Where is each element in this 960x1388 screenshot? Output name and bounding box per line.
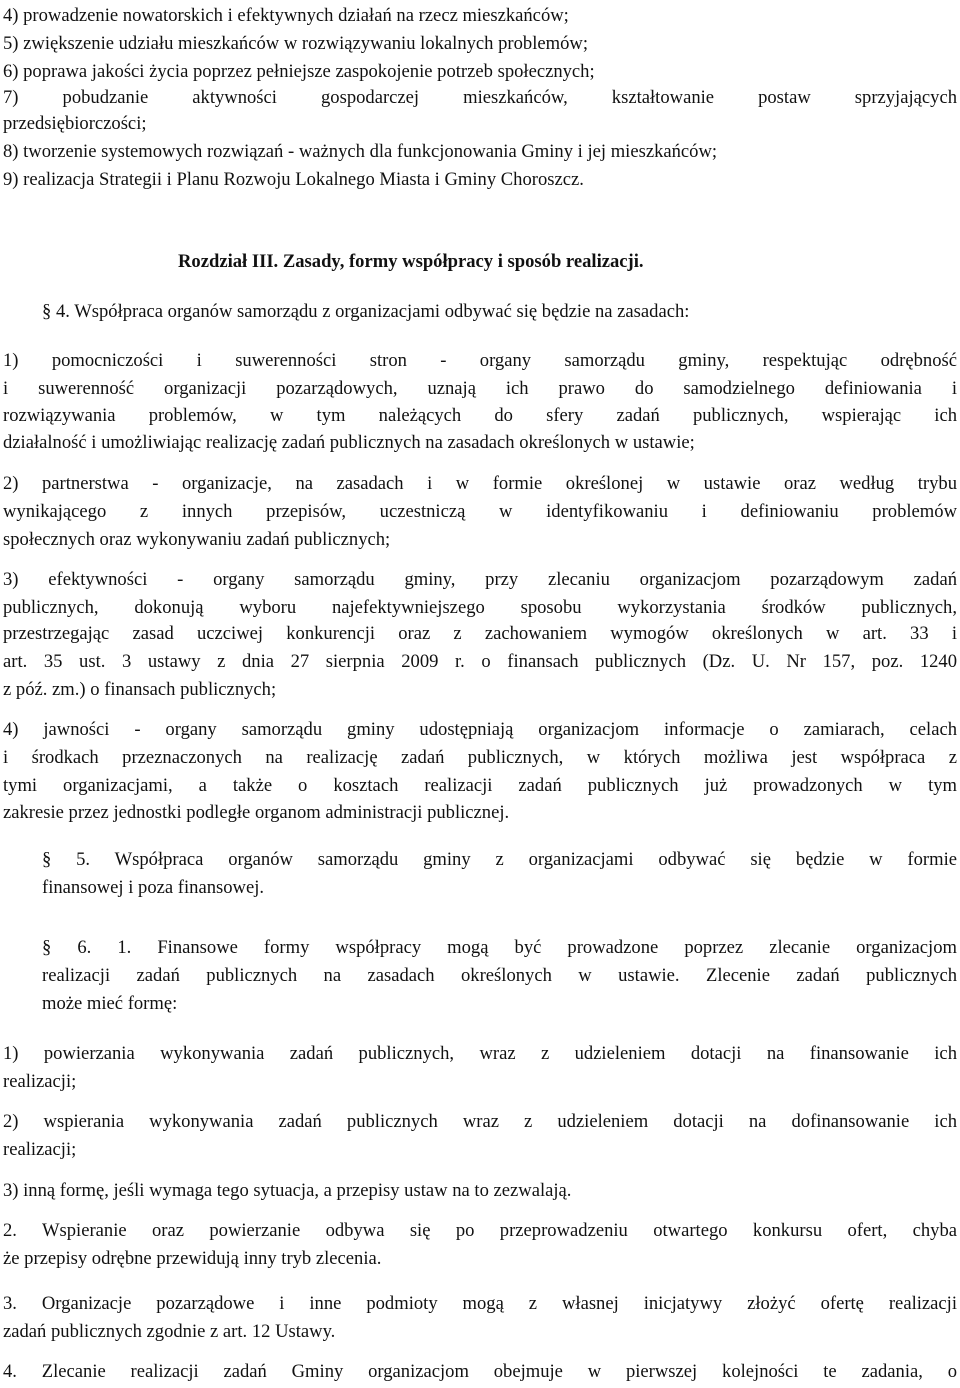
list-item-7-cont: przedsiębiorczości; (3, 113, 147, 134)
list-item-4: 4) prowadzenie nowatorskich i efektywnych działań na rzecz mieszkańców; (3, 5, 569, 26)
section-6-line-2: realizacji zadań publicznych na zasadach określonych w ustawie. Zlecenie zadań publicznych (42, 965, 957, 986)
form-2-line-2: realizacji; (3, 1139, 77, 1160)
section-6-line-1: § 6. 1. Finansowe formy współpracy mogą być prowadzone poprzez zlecanie organizacjom (42, 937, 957, 958)
form-1-line-1: 1) powierzania wykonywania zadań publicznych, wraz z udzieleniem dotacji na finansowanie ich (3, 1043, 957, 1064)
principle-4-line-4: zakresie przez jednostki podległe organom administracji publicznej. (3, 802, 510, 823)
form-3: 3) inną formę, jeśli wymaga tego sytuacja, a przepisy ustaw na to zezwalają. (3, 1180, 572, 1201)
point-2-line-2: że przepisy odrębne przewidują inny tryb zlecenia. (3, 1248, 382, 1269)
principle-3-line-1: 3) efektywności - organy samorządu gminy, przy zlecaniu organizacjom pozarządowym zadań (3, 569, 957, 590)
principle-1-line-4: działalność i umożliwiając realizację zadań publicznych na zasadach określonych w ustawie; (3, 432, 695, 453)
principle-4-line-2: i środkach przeznaczonych na realizację zadań publicznych, w których możliwa jest współpraca z (3, 747, 957, 768)
chapter-heading: Rozdział III. Zasady, formy współpracy i sposób realizacji. (178, 251, 644, 272)
list-item-5: 5) zwiększenie udziału mieszkańców w rozwiązywaniu lokalnych problemów; (3, 33, 588, 54)
principle-3-line-2: publicznych, dokonują wyboru najefektywniejszego sposobu wykorzystania środków publicznych, (3, 597, 957, 618)
principle-1-line-1: 1) pomocniczości i suwerenności stron - organy samorządu gminy, respektując odrębność (3, 350, 957, 371)
principle-2-line-2: wynikającego z innych przepisów, uczestniczą w identyfikowaniu i definiowaniu problemów (3, 501, 957, 522)
principle-2-line-1: 2) partnerstwa - organizacje, na zasadach i w formie określonej w ustawie oraz według trybu (3, 473, 957, 494)
point-3-line-1: 3. Organizacje pozarządowe i inne podmioty mogą z własnej inicjatywy złożyć ofertę realizacji (3, 1293, 957, 1314)
list-item-8: 8) tworzenie systemowych rozwiązań - ważnych dla funkcjonowania Gminy i jej mieszkańców; (3, 141, 718, 162)
list-item-6: 6) poprawa jakości życia poprzez pełniejsze zaspokojenie potrzeb społecznych; (3, 61, 595, 82)
form-1-line-2: realizacji; (3, 1071, 77, 1092)
principle-4-line-3: tymi organizacjami, a także o kosztach realizacji zadań publicznych już prowadzonych w tym (3, 775, 957, 796)
point-4-line-1: 4. Zlecanie realizacji zadań Gminy organizacjom obejmuje w pierwszej kolejności te zadania, o (3, 1361, 957, 1382)
form-2-line-1: 2) wspierania wykonywania zadań publicznych wraz z udzieleniem dotacji na dofinansowanie ich (3, 1111, 957, 1132)
principle-3-line-5: z póź. zm.) o finansach publicznych; (3, 679, 277, 700)
point-3-line-2: zadań publicznych zgodnie z art. 12 Ustawy. (3, 1321, 336, 1342)
principle-3-line-3: przestrzegając zasad uczciwej konkurencji oraz z zachowaniem wymogów określonych w art. 33 i (3, 623, 957, 644)
principle-2-line-3: społecznych oraz wykonywaniu zadań publicznych; (3, 529, 391, 550)
section-5-line-1: § 5. Współpraca organów samorządu gminy z organizacjami odbywać się będzie w formie (42, 849, 957, 870)
principle-1-line-3: rozwiązywania problemów, w tym należących do sfery zadań publicznych, wspierając ich (3, 405, 957, 426)
list-item-7: 7) pobudzanie aktywności gospodarczej mieszkańców, kształtowanie postaw sprzyjających (3, 87, 957, 108)
principle-3-line-4: art. 35 ust. 3 ustawy z dnia 27 sierpnia 2009 r. o finansach publicznych (Dz. U. Nr 157, poz. 1240 (3, 651, 957, 672)
point-2-line-1: 2. Wspieranie oraz powierzanie odbywa się po przeprowadzeniu otwartego konkursu ofert, chyba (3, 1220, 957, 1241)
principle-4-line-1: 4) jawności - organy samorządu gminy udostępniają organizacjom informacje o zamiarach, celach (3, 719, 957, 740)
list-item-9: 9) realizacja Strategii i Planu Rozwoju Lokalnego Miasta i Gminy Choroszcz. (3, 169, 584, 190)
section-5-line-2: finansowej i poza finansowej. (42, 877, 265, 898)
section-4-lead: § 4. Współpraca organów samorządu z organizacjami odbywać się będzie na zasadach: (42, 301, 690, 322)
section-6-line-3: może mieć formę: (42, 993, 178, 1014)
principle-1-line-2: i suwerenność organizacji pozarządowych, uznają ich prawo do samodzielnego definiowania i (3, 378, 957, 399)
